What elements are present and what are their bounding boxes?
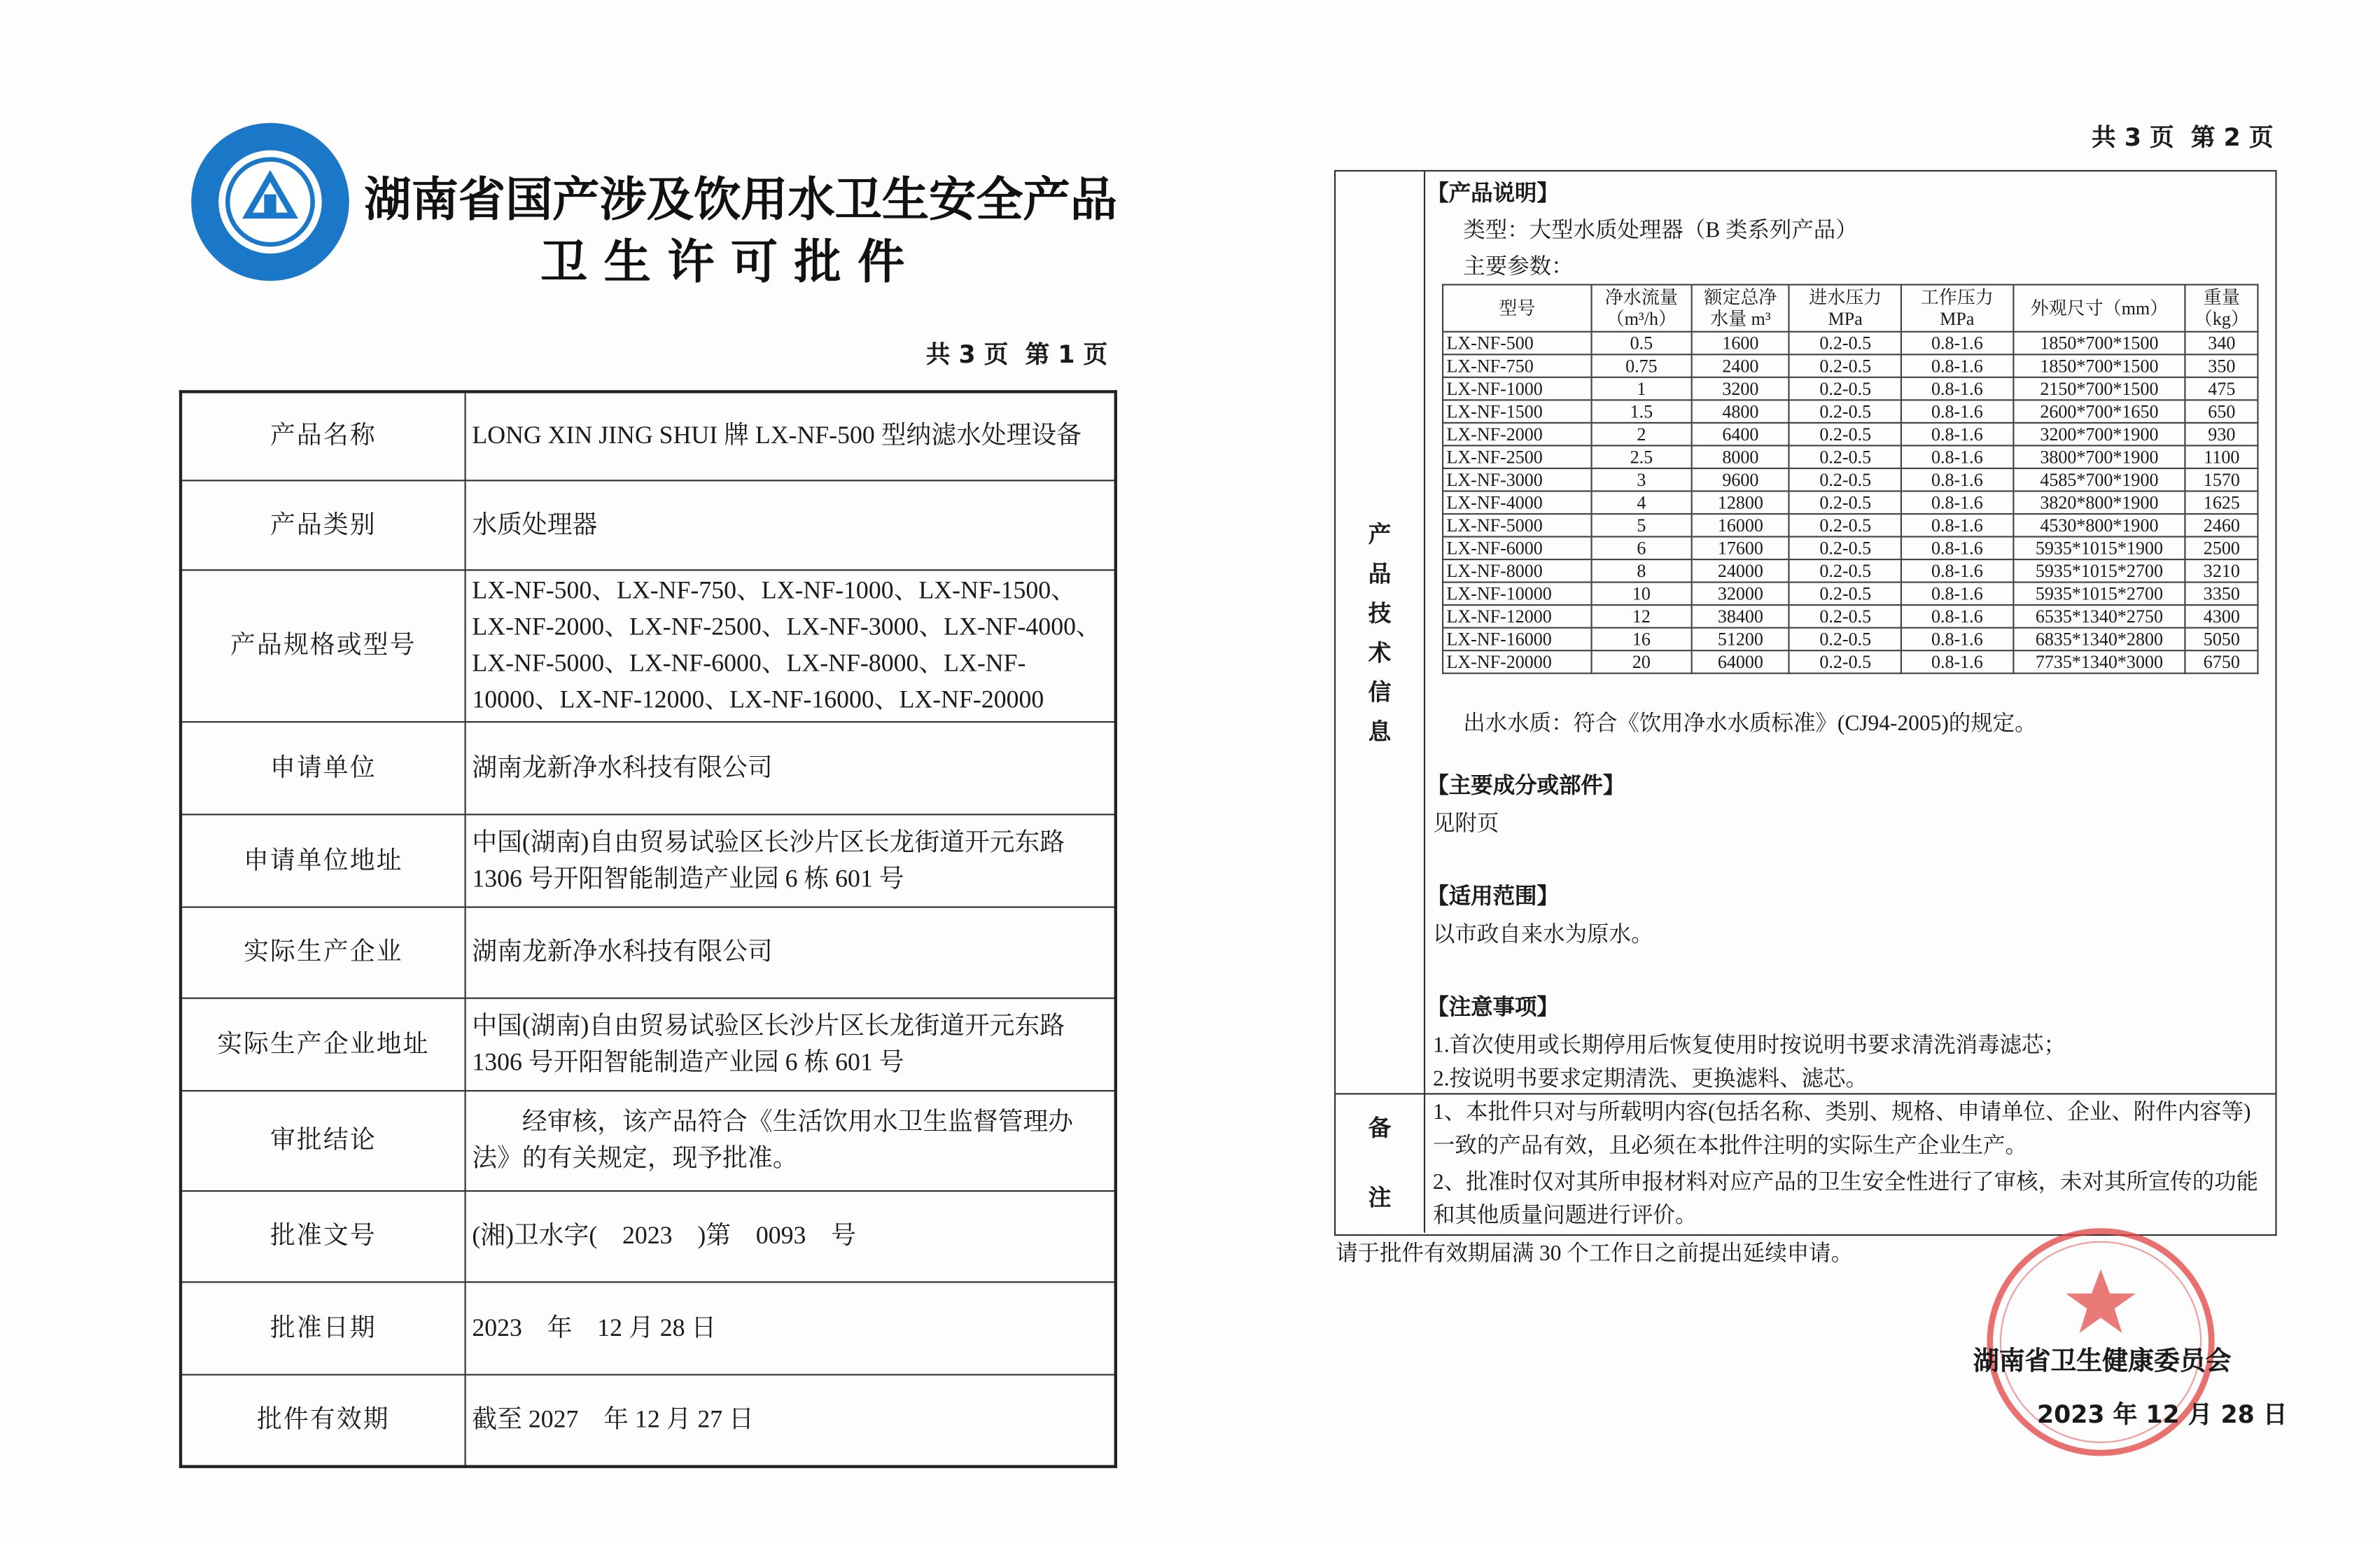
spec-header: 额定总净水量 m³ — [1691, 285, 1789, 332]
spec-cell: 0.2-0.5 — [1789, 400, 1901, 423]
spec-cell: 5935*1015*1900 — [2013, 537, 2186, 560]
remark-label: 备注 — [1336, 1093, 1425, 1232]
spec-cell: LX-NF-8000 — [1443, 559, 1591, 583]
spec-cell: 0.2-0.5 — [1789, 605, 1901, 628]
spec-cell: 4530*800*1900 — [2013, 514, 2186, 537]
spec-cell: 5050 — [2185, 628, 2258, 651]
spec-cell: 0.2-0.5 — [1789, 537, 1901, 560]
spec-cell: 1570 — [2185, 468, 2258, 491]
spec-cell: 0.2-0.5 — [1789, 377, 1901, 400]
desc-heading: 【产品说明】 — [1427, 182, 1559, 207]
spec-row — [1443, 491, 2258, 514]
spec-cell: 6835*1340*2800 — [2013, 628, 2186, 651]
spec-header: 工作压力 MPa — [1901, 285, 2013, 332]
spec-cell: 0.8-1.6 — [1901, 354, 2013, 377]
water-quality: 出水水质：符合《饮用净水水质标准》(CJ94-2005)的规定。 — [1463, 711, 2037, 737]
spec-cell: 17600 — [1691, 537, 1789, 560]
table-row — [181, 480, 1116, 569]
spec-cell: 9600 — [1691, 468, 1789, 491]
spec-row — [1443, 423, 2258, 446]
spec-header: 净水流量（m³/h） — [1591, 285, 1691, 332]
spec-cell: 8000 — [1691, 445, 1789, 468]
spec-cell: 5935*1015*2700 — [2013, 583, 2186, 606]
page-info-left: 共 3 页 第 1 页 — [925, 340, 1108, 369]
spec-cell: 16 — [1591, 628, 1691, 651]
spec-cell: 0.8-1.6 — [1901, 514, 2013, 537]
spec-cell: 8 — [1591, 559, 1691, 583]
spec-row — [1443, 445, 2258, 468]
technical-info-box — [1334, 170, 2277, 1236]
type-line: 类型：大型水质处理器（B 类系列产品） — [1463, 218, 1858, 243]
spec-cell: 650 — [2185, 400, 2258, 423]
spec-cell: 0.8-1.6 — [1901, 445, 2013, 468]
field-label: 产品名称 — [181, 391, 465, 480]
field-value: 2023 年 12 月 28 日 — [465, 1281, 1116, 1374]
spec-cell: 0.8-1.6 — [1901, 423, 2013, 446]
spec-cell: 64000 — [1691, 650, 1789, 674]
field-label: 批准日期 — [181, 1281, 465, 1374]
spec-row — [1443, 650, 2258, 674]
spec-cell: LX-NF-16000 — [1443, 628, 1591, 651]
spec-row — [1443, 400, 2258, 423]
notes-heading: 【注意事项】 — [1427, 996, 1559, 1021]
spec-cell: 4800 — [1691, 400, 1789, 423]
field-label: 产品规格或型号 — [181, 569, 465, 721]
spec-cell: 2 — [1591, 423, 1691, 446]
spec-cell: 1 — [1591, 377, 1691, 400]
note-item: 1.首次使用或长期停用后恢复使用时按说明书要求清洗消毒滤芯； — [1432, 1033, 2066, 1059]
field-label: 实际生产企业地址 — [181, 998, 465, 1090]
spec-cell: 0.8-1.6 — [1901, 400, 2013, 423]
spec-row — [1443, 559, 2258, 583]
spec-cell: 1625 — [2185, 491, 2258, 514]
spec-cell: 0.2-0.5 — [1789, 491, 1901, 514]
spec-row — [1443, 583, 2258, 606]
spec-cell: 6535*1340*2750 — [2013, 605, 2186, 628]
spec-header: 重量（kg） — [2185, 285, 2258, 332]
spec-cell: 0.2-0.5 — [1789, 423, 1901, 446]
table-row — [181, 391, 1116, 480]
spec-cell: LX-NF-20000 — [1443, 650, 1591, 674]
spec-cell: 0.5 — [1591, 332, 1691, 355]
health-inspection-logo — [190, 121, 351, 282]
spec-cell: LX-NF-1500 — [1443, 400, 1591, 423]
spec-cell: 0.8-1.6 — [1901, 537, 2013, 560]
spec-cell: LX-NF-12000 — [1443, 605, 1591, 628]
spec-cell: 5 — [1591, 514, 1691, 537]
spec-header: 外观尺寸（mm） — [2013, 285, 2186, 332]
spec-cell: 3210 — [2185, 559, 2258, 583]
spec-cell: 20 — [1591, 650, 1691, 674]
spec-cell: 5935*1015*2700 — [2013, 559, 2186, 583]
spec-cell: LX-NF-1000 — [1443, 377, 1591, 400]
spec-cell: 6750 — [2185, 650, 2258, 674]
spec-cell: 4585*700*1900 — [2013, 468, 2186, 491]
spec-cell: 2600*700*1650 — [2013, 400, 2186, 423]
spec-cell: 340 — [2185, 332, 2258, 355]
field-label: 审批结论 — [181, 1090, 465, 1190]
spec-cell: 0.2-0.5 — [1789, 559, 1901, 583]
spec-cell: 0.2-0.5 — [1789, 650, 1901, 674]
remark-item: 1、本批件只对与所载明内容(包括名称、类别、规格、申请单位、企业、附件内容等)一致的产品有效，且必须在本批件注明的实际生产企业生产。 — [1432, 1101, 2251, 1159]
field-value: 中国(湖南)自由贸易试验区长沙片区长龙街道开元东路 1306 号开阳智能制造产业园 6 栋 601 号 — [465, 814, 1116, 906]
field-value: 湖南龙新净水科技有限公司 — [465, 907, 1116, 998]
spec-cell: LX-NF-4000 — [1443, 491, 1591, 514]
field-label: 申请单位地址 — [181, 814, 465, 906]
spec-cell: 2.5 — [1591, 445, 1691, 468]
spec-cell: LX-NF-2000 — [1443, 423, 1591, 446]
field-value: LONG XIN JING SHUI 牌 LX-NF-500 型纳滤水处理设备 — [465, 391, 1116, 480]
spec-cell: 16000 — [1691, 514, 1789, 537]
spec-cell: 3 — [1591, 468, 1691, 491]
spec-row — [1443, 514, 2258, 537]
spec-cell: 3820*800*1900 — [2013, 491, 2186, 514]
spec-row — [1443, 628, 2258, 651]
spec-cell: 0.8-1.6 — [1901, 377, 2013, 400]
spec-row — [1443, 377, 2258, 400]
spec-cell: 6400 — [1691, 423, 1789, 446]
spec-cell: 3200 — [1691, 377, 1789, 400]
spec-cell: 38400 — [1691, 605, 1789, 628]
spec-cell: 3200*700*1900 — [2013, 423, 2186, 446]
field-label: 实际生产企业 — [181, 907, 465, 998]
spec-cell: 1850*700*1500 — [2013, 332, 2186, 355]
spec-cell: 0.8-1.6 — [1901, 491, 2013, 514]
spec-cell: 4300 — [2185, 605, 2258, 628]
license-info-table — [179, 390, 1117, 1468]
scope-heading: 【适用范围】 — [1427, 885, 1559, 909]
table-row — [181, 721, 1116, 814]
spec-cell: 0.8-1.6 — [1901, 559, 2013, 583]
spec-cell: 12 — [1591, 605, 1691, 628]
spec-cell: LX-NF-5000 — [1443, 514, 1591, 537]
spec-cell: 2400 — [1691, 354, 1789, 377]
spec-cell: 1.5 — [1591, 400, 1691, 423]
spec-cell: 2500 — [2185, 537, 2258, 560]
issue-date: 2023 年 12 月 28 日 — [2036, 1400, 2288, 1429]
spec-cell: 2150*700*1500 — [2013, 377, 2186, 400]
remark-divider — [1336, 1093, 2275, 1094]
renewal-note: 请于批件有效期届满 30 个工作日之前提出延续申请。 — [1336, 1241, 1854, 1267]
table-row — [181, 1281, 1116, 1374]
scope-text: 以市政自来水为原水。 — [1432, 923, 1653, 948]
table-row — [181, 907, 1116, 998]
spec-cell: 1600 — [1691, 332, 1789, 355]
spec-cell: 0.8-1.6 — [1901, 605, 2013, 628]
spec-cell: LX-NF-10000 — [1443, 583, 1591, 606]
issuer-name: 湖南省卫生健康委员会 — [1973, 1346, 2232, 1377]
spec-header: 进水压力 MPa — [1789, 285, 1901, 332]
spec-cell: 24000 — [1691, 559, 1789, 583]
field-label: 批准文号 — [181, 1190, 465, 1281]
table-row — [181, 1190, 1116, 1281]
spec-cell: 1100 — [2185, 445, 2258, 468]
spec-cell: 4 — [1591, 491, 1691, 514]
spec-cell: 3800*700*1900 — [2013, 445, 2186, 468]
spec-row — [1443, 354, 2258, 377]
spec-cell: 0.2-0.5 — [1789, 445, 1901, 468]
document-subtitle: 卫 生 许 可 批 件 — [540, 235, 905, 291]
spec-row — [1443, 537, 2258, 560]
spec-cell: 930 — [2185, 423, 2258, 446]
table-row — [181, 569, 1116, 721]
page-info-right: 共 3 页 第 2 页 — [2092, 123, 2274, 152]
spec-row — [1443, 332, 2258, 355]
field-value: 截至 2027 年 12 月 27 日 — [465, 1374, 1116, 1466]
field-value: 水质处理器 — [465, 480, 1116, 569]
field-label: 申请单位 — [181, 721, 465, 814]
tech-info-label: 产品技术信息 — [1336, 172, 1425, 1093]
table-row — [181, 1374, 1116, 1466]
spec-cell: LX-NF-2500 — [1443, 445, 1591, 468]
field-value: 湖南龙新净水科技有限公司 — [465, 721, 1116, 814]
table-row — [181, 814, 1116, 906]
field-value: 中国(湖南)自由贸易试验区长沙片区长龙街道开元东路 1306 号开阳智能制造产业园 6 栋 601 号 — [465, 998, 1116, 1090]
document-title: 湖南省国产涉及饮用水卫生安全产品 — [364, 173, 1117, 228]
spec-cell: 350 — [2185, 354, 2258, 377]
spec-cell: 0.2-0.5 — [1789, 514, 1901, 537]
spec-cell: 0.2-0.5 — [1789, 354, 1901, 377]
spec-cell: 475 — [2185, 377, 2258, 400]
spec-cell: 0.2-0.5 — [1789, 468, 1901, 491]
field-value: LX-NF-500、LX-NF-750、LX-NF-1000、LX-NF-1500、LX-NF-2000、LX-NF-2500、LX-NF-3000、LX-NF-4000、LX-NF-5000、LX-NF-6000、LX-NF-8000、LX-NF-10000、LX-NF-12000、LX-NF-16000、LX-NF-20000 — [465, 569, 1116, 721]
spec-cell: 2460 — [2185, 514, 2258, 537]
spec-cell: 0.8-1.6 — [1901, 332, 2013, 355]
spec-cell: 7735*1340*3000 — [2013, 650, 2186, 674]
field-label: 产品类别 — [181, 480, 465, 569]
spec-cell: 0.2-0.5 — [1789, 628, 1901, 651]
spec-cell: 0.75 — [1591, 354, 1691, 377]
table-row — [181, 1090, 1116, 1190]
spec-cell: LX-NF-750 — [1443, 354, 1591, 377]
spec-cell: 0.2-0.5 — [1789, 332, 1901, 355]
components-heading: 【主要成分或部件】 — [1427, 774, 1625, 799]
spec-cell: 3350 — [2185, 583, 2258, 606]
table-row — [181, 998, 1116, 1090]
spec-cell: 6 — [1591, 537, 1691, 560]
spec-cell: LX-NF-3000 — [1443, 468, 1591, 491]
field-label: 批件有效期 — [181, 1374, 465, 1466]
spec-cell: LX-NF-500 — [1443, 332, 1591, 355]
spec-cell: 0.8-1.6 — [1901, 468, 2013, 491]
spec-cell: 51200 — [1691, 628, 1789, 651]
spec-cell: 12800 — [1691, 491, 1789, 514]
spec-cell: 0.8-1.6 — [1901, 650, 2013, 674]
spec-table — [1442, 284, 2259, 674]
remark-item: 2、批准时仅对其所申报材料对应产品的卫生安全性进行了审核，未对其所宣传的功能和其他质量问题进行评价。 — [1432, 1170, 2259, 1229]
spec-cell: 0.2-0.5 — [1789, 583, 1901, 606]
spec-cell: 32000 — [1691, 583, 1789, 606]
spec-cell: 0.8-1.6 — [1901, 628, 2013, 651]
spec-cell: LX-NF-6000 — [1443, 537, 1591, 560]
spec-row — [1443, 605, 2258, 628]
field-value: (湘)卫水字( 2023 )第 0093 号 — [465, 1190, 1116, 1281]
spec-cell: 10 — [1591, 583, 1691, 606]
spec-header: 型号 — [1443, 285, 1591, 332]
spec-cell: 1850*700*1500 — [2013, 354, 2186, 377]
field-value: 经审核，该产品符合《生活饮用水卫生监督管理办法》的有关规定，现予批准。 — [465, 1090, 1116, 1190]
spec-cell: 0.8-1.6 — [1901, 583, 2013, 606]
note-item: 2.按说明书要求定期清洗、更换滤料、滤芯。 — [1432, 1067, 1868, 1092]
params-line: 主要参数： — [1463, 255, 1574, 279]
spec-row — [1443, 468, 2258, 491]
components-text: 见附页 — [1432, 812, 1499, 837]
